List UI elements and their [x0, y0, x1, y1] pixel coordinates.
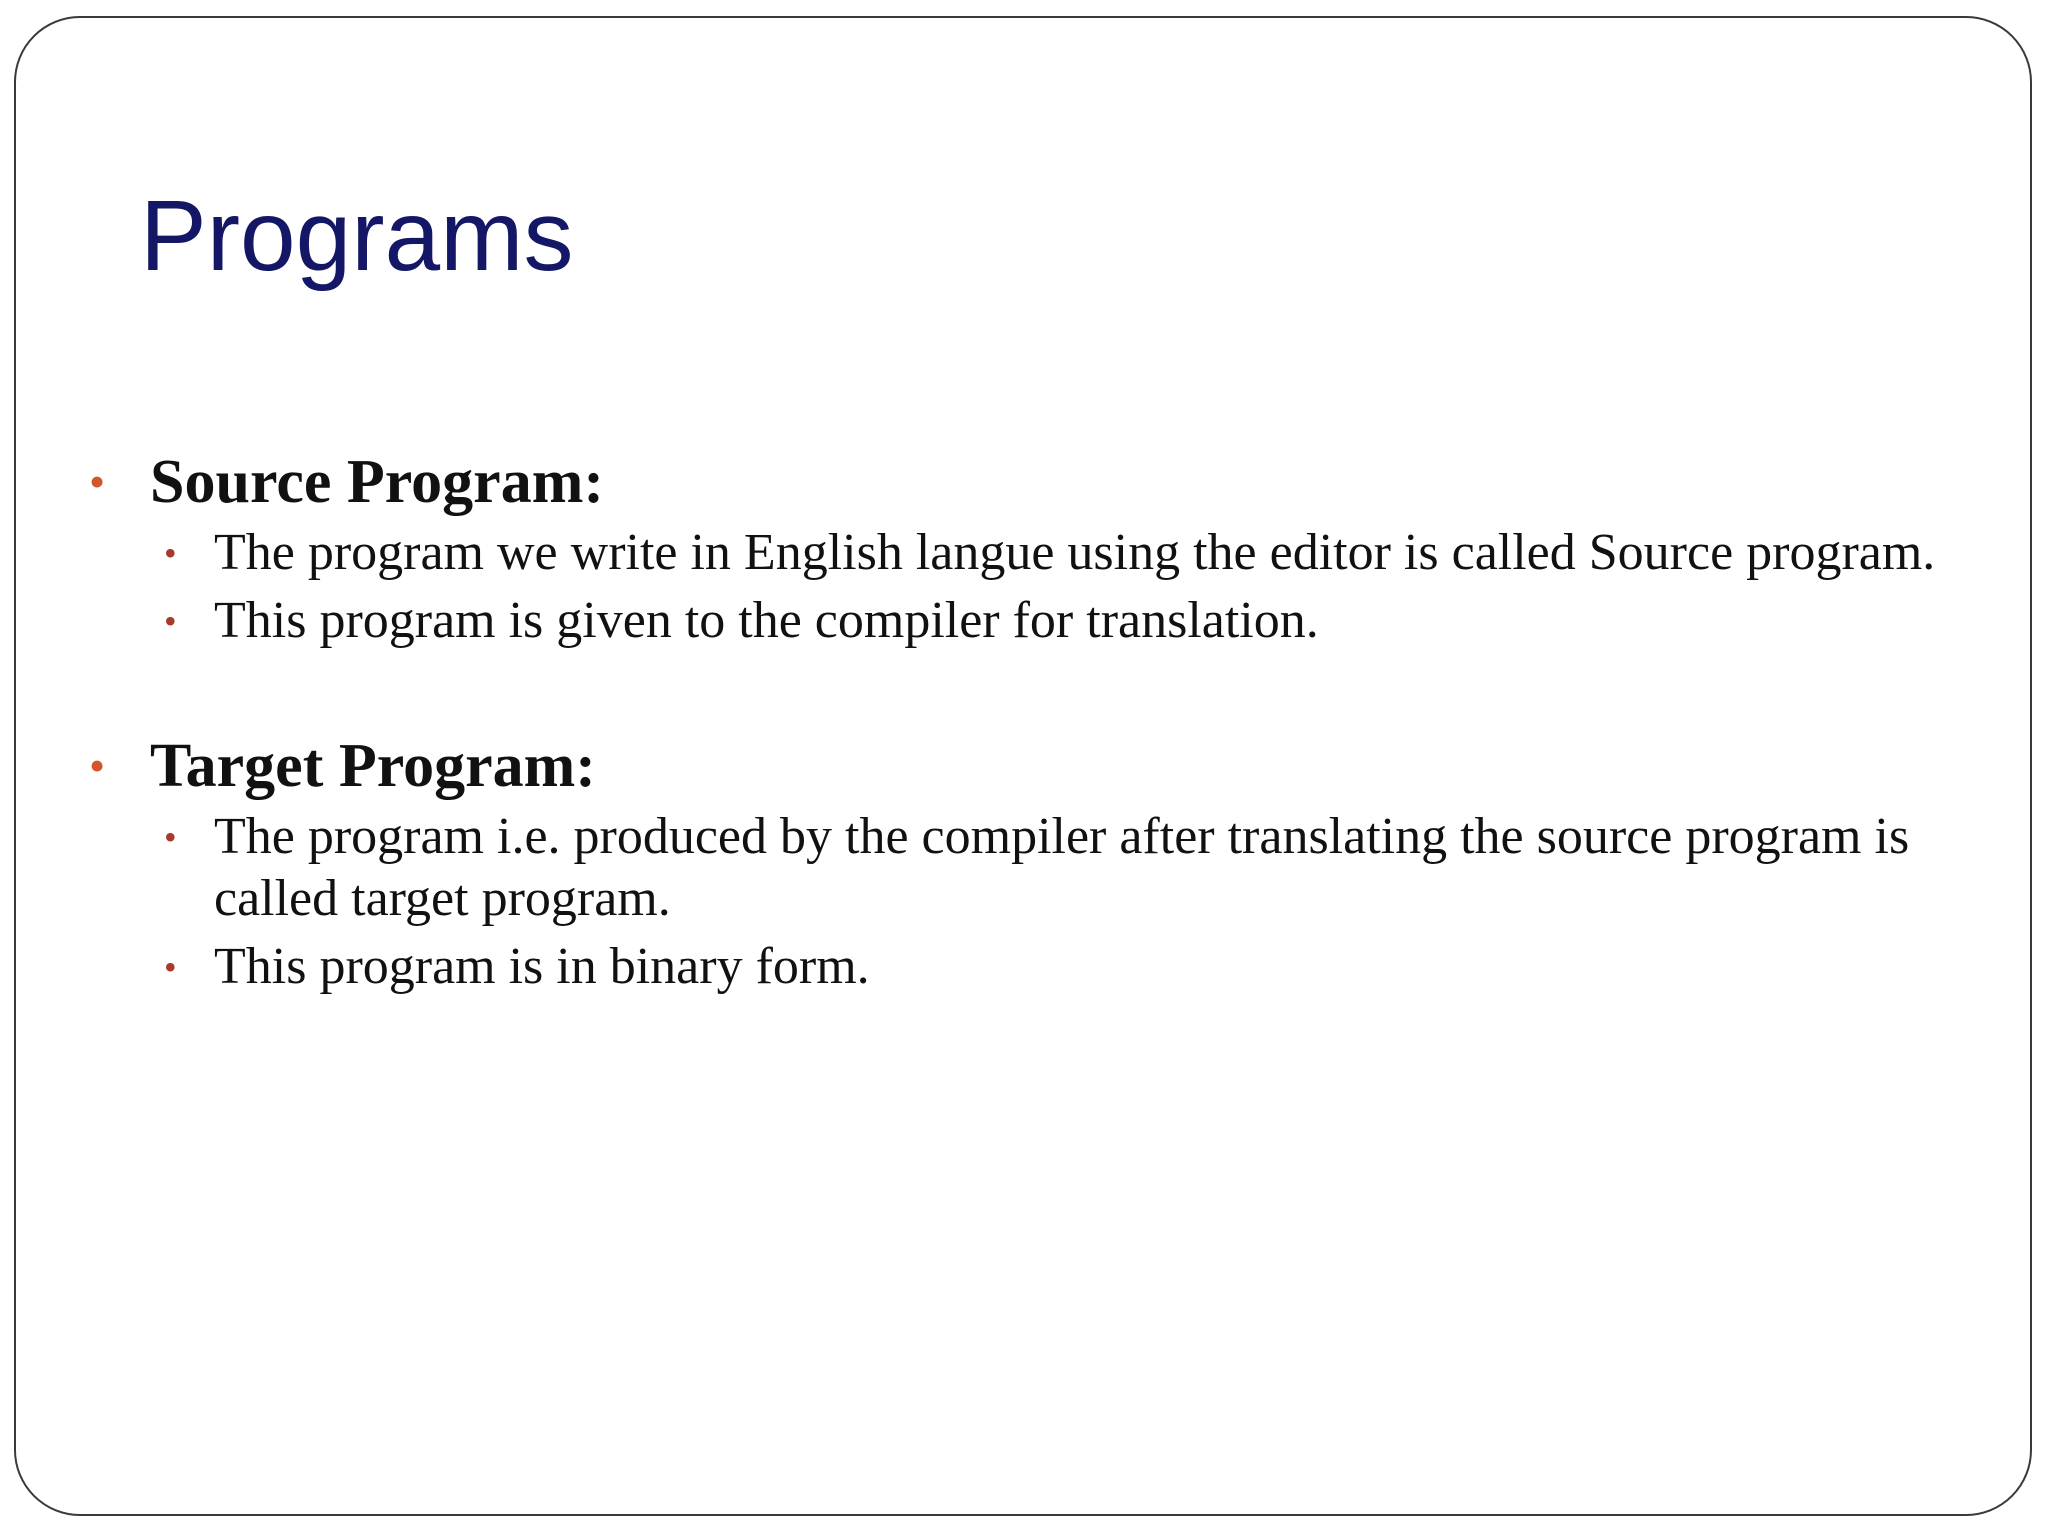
bullet-dot-icon: •: [89, 456, 106, 507]
bullet-dot-icon: •: [89, 740, 106, 791]
sub-bullet-dot-icon: •: [164, 533, 177, 573]
sub-bullet-text: This program is given to the compiler for translation.: [214, 592, 1319, 649]
section-source-program: [86, 446, 1986, 652]
bullet-heading-source-program: [86, 446, 1986, 518]
sub-bullet-dot-icon: •: [164, 601, 177, 641]
section-target-program: [86, 730, 1986, 998]
sub-bullet-text: The program we write in English langue using the editor is called Source program.: [214, 524, 1936, 581]
sub-bullet-text: This program is in binary form.: [214, 938, 870, 995]
sub-bullet-dot-icon: •: [164, 817, 177, 857]
sub-bullet-item: [86, 936, 1954, 998]
slide-title: Programs: [140, 180, 574, 292]
sub-bullet-item: [86, 590, 1954, 652]
heading-text: Source Program:: [150, 448, 604, 516]
slide-frame: [14, 16, 2032, 1516]
heading-text: Target Program:: [150, 732, 596, 800]
sub-bullet-item: [86, 522, 1954, 584]
sub-bullet-dot-icon: •: [164, 947, 177, 987]
bullet-heading-target-program: [86, 730, 1986, 802]
slide-content: [86, 446, 1986, 998]
sub-bullet-item: [86, 806, 1954, 930]
sub-bullet-text: The program i.e. produced by the compiler after translating the source program is called target program.: [214, 808, 1910, 927]
